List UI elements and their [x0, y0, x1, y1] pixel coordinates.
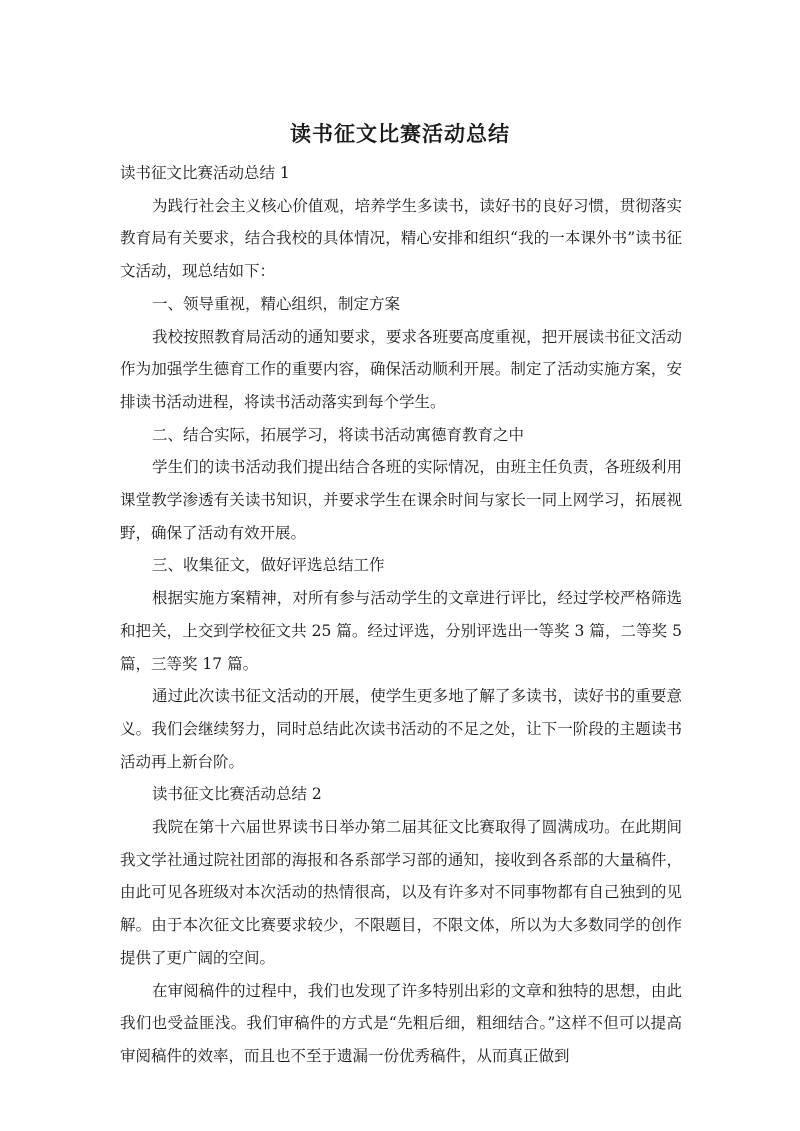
subheading: 一、领导重视，精心组织，制定方案	[152, 294, 401, 313]
paragraph: 通过此次读书征文活动的开展，使学生更多地了解了多读书，读好书的重要意义。我们会继续努力，同时总结此次读书活动的不足之处，让下一阶段的主题读书活动再上新台阶。	[120, 687, 682, 771]
paragraph: 学生们的读书活动我们提出结合各班的实际情况，由班主任负责，各班级利用课堂教学渗透有关读书知识，并要求学生在课余时间与家长一同上网学习，拓展视野，确保了活动有效开展。	[120, 458, 682, 542]
paragraph: 我校按照教育局活动的通知要求，要求各班要高度重视，把开展读书征文活动作为加强学生德育工作的重要内容，确保活动顺利开展。制定了活动实施方案，安排读书活动进程，将读书活动落实到每个学生。	[120, 327, 682, 411]
subheading: 三、收集征文，做好评选总结工作	[152, 556, 385, 575]
section-heading-2: 读书征文比赛活动总结 2	[152, 785, 322, 804]
paragraph: 为践行社会主义核心价值观，培养学生多读书，读好书的良好习惯，贯彻落实教育局有关要求，结合我校的具体情况，精心安排和组织“我的一本课外书”读书征文活动，现总结如下：	[120, 196, 682, 281]
section-heading-1: 读书征文比赛活动总结 1	[120, 164, 290, 182]
document-body	[120, 157, 682, 1073]
paragraph: 在审阅稿件的过程中，我们也发现了许多特别出彩的文章和独特的思想，由此我们也受益匪浅。我们审稿件的方式是“先粗后细，粗细结合。”这样不但可以提高审阅稿件的效率，而且也不至于遗漏一份优秀稿件，从而真正做到	[120, 981, 682, 1065]
subheading: 二、结合实际，拓展学习，将读书活动寓德育教育之中	[152, 425, 525, 444]
paragraph: 我院在第十六届世界读书日举办第二届其征文比赛取得了圆满成功。在此期间我文学社通过院社团部的海报和各系部学习部的通知，接收到各系部的大量稿件，由此可见各班级对本次活动的热情很高，以及有许多对不同事物都有自己独到的见解。由于本次征文比赛要求较少，不限题目，不限文体，所以为大多数同学的创作提供了更广阔的空间。	[120, 818, 682, 967]
document-title: 读书征文比赛活动总结	[290, 122, 510, 146]
paragraph: 根据实施方案精神，对所有参与活动学生的文章进行评比，经过学校严格筛选和把关，上交到学校征文共 25 篇。经过评选，分别评选出一等奖 3 篇，二等奖 5 篇，三等奖 17 篇。	[120, 589, 682, 673]
